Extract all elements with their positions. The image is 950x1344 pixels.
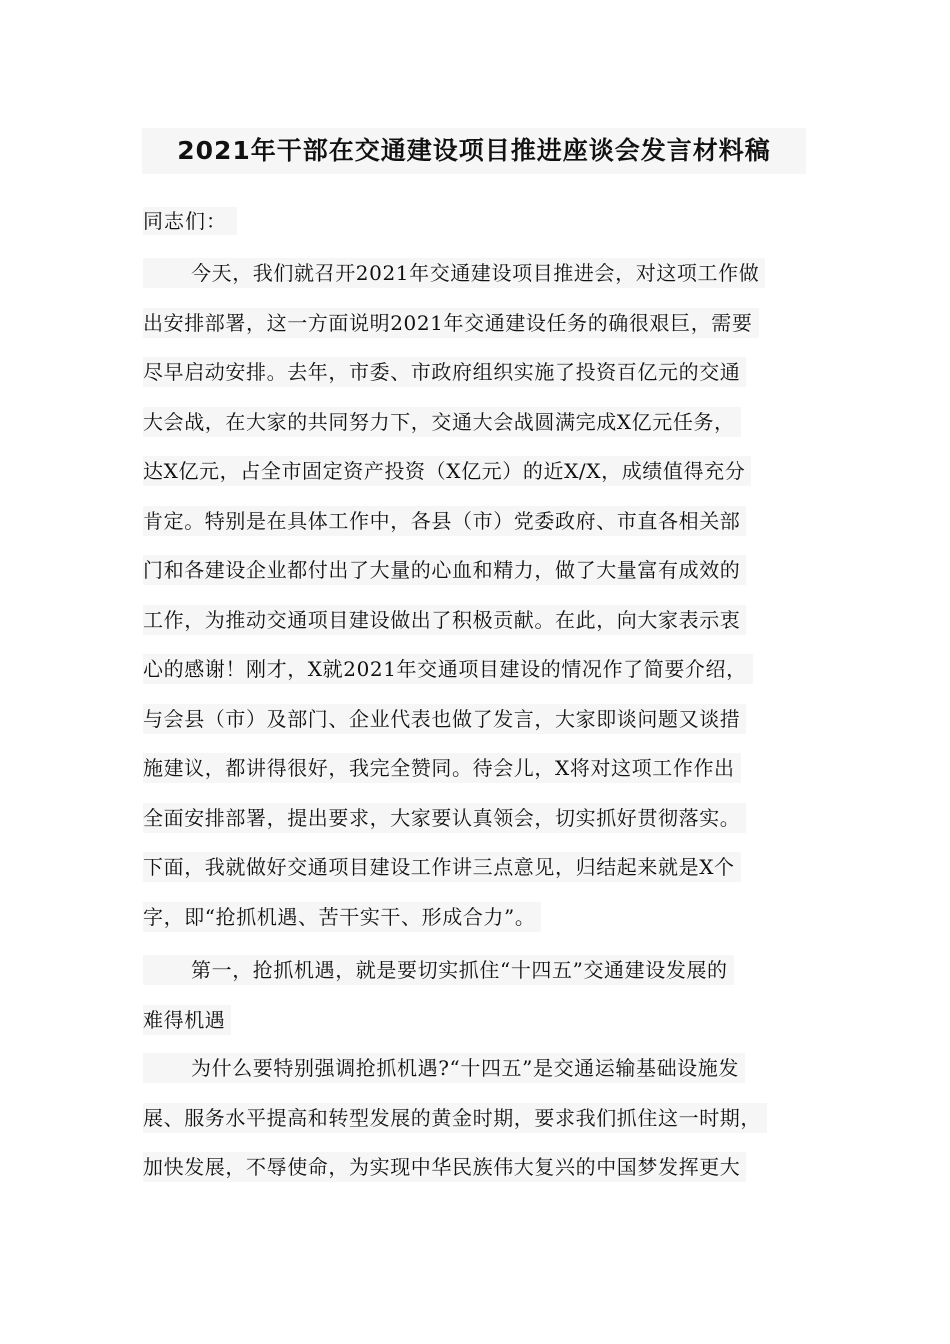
text-line: 与会县（市）及部门、企业代表也做了发言，大家即谈问题又谈措 [143,704,823,754]
text-line: 难得机遇 [143,1005,823,1055]
text-line: 尽早启动安排。去年，市委、市政府组织实施了投资百亿元的交通 [143,357,823,407]
text-line: 加快发展，不辱使命，为实现中华民族伟大复兴的中国梦发挥更大 [143,1152,823,1202]
paragraph-3 [143,1053,823,1202]
text-line: 达X亿元，占全市固定资产投资（X亿元）的近X/X，成绩值得充分 [143,456,823,506]
text-line: 门和各建设企业都付出了大量的心血和精力，做了大量富有成效的 [143,555,823,605]
text-line: 今天，我们就召开2021年交通建设项目推进会，对这项工作做 [143,258,823,308]
text-line: 心的感谢！刚才，X就2021年交通项目建设的情况作了简要介绍， [143,654,823,704]
text-line: 全面安排部署，提出要求，大家要认真领会，切实抓好贯彻落实。 [143,803,823,853]
text-line: 大会战，在大家的共同努力下，交通大会战圆满完成X亿元任务， [143,407,823,457]
text-line: 字，即“抢抓机遇、苦干实干、形成合力”。 [143,902,823,952]
text-line: 工作，为推动交通项目建设做出了积极贡献。在此，向大家表示衷 [143,605,823,655]
text-line: 第一，抢抓机遇，就是要切实抓住“十四五”交通建设发展的 [143,955,823,1005]
greeting: 同志们： [143,207,237,235]
text-line: 肯定。特别是在具体工作中，各县（市）党委政府、市直各相关部 [143,506,823,556]
text-line: 施建议，都讲得很好，我完全赞同。待会儿，X将对这项工作作出 [143,753,823,803]
paragraph-2 [143,955,823,1054]
text-line: 出安排部署，这一方面说明2021年交通建设任务的确很艰巨，需要 [143,308,823,358]
paragraph-1 [143,258,823,951]
text-line: 下面，我就做好交通项目建设工作讲三点意见，归结起来就是X个 [143,852,823,902]
text-line: 展、服务水平提高和转型发展的黄金时期，要求我们抓住这一时期， [143,1103,823,1153]
document-title: 2021年干部在交通建设项目推进座谈会发言材料稿 [142,128,806,174]
text-line: 为什么要特别强调抢抓机遇?“十四五”是交通运输基础设施发 [143,1053,823,1103]
